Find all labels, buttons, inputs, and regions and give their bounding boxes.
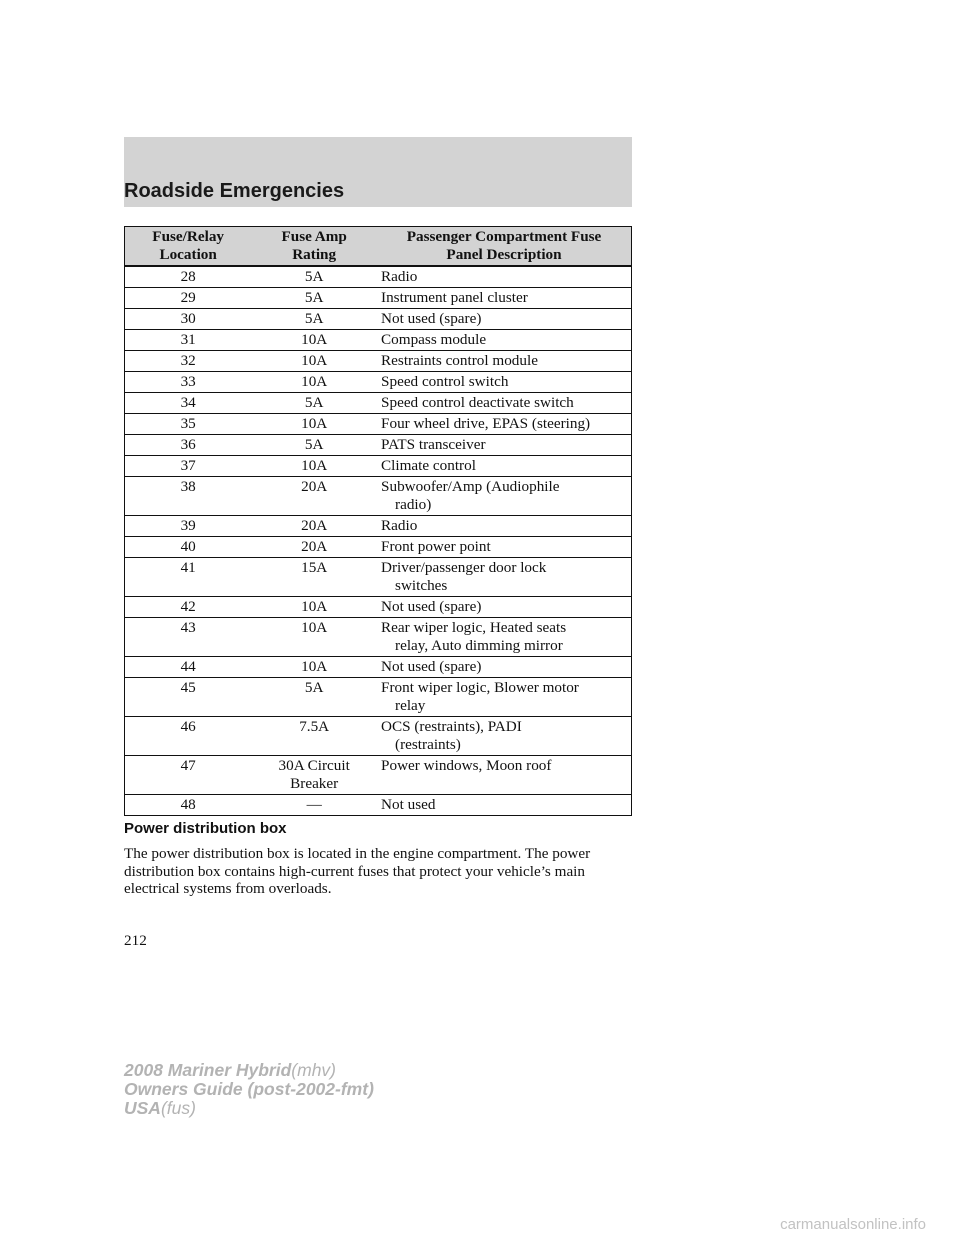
- table-row: [125, 597, 632, 618]
- table-row: [125, 756, 632, 795]
- table-row: [125, 435, 632, 456]
- fuse-description-line: Front wiper logic, Blower motor: [381, 679, 579, 696]
- fuse-description: [377, 657, 631, 678]
- fuse-location: 40: [125, 537, 252, 558]
- fuse-description: [377, 537, 631, 558]
- table-row: [125, 795, 632, 816]
- fuse-description-line: Radio: [381, 268, 418, 285]
- fuse-description: [377, 309, 631, 330]
- fuse-description-line: Instrument panel cluster: [381, 289, 528, 306]
- fuse-description: [377, 597, 631, 618]
- footer-market: USA: [124, 1098, 161, 1118]
- fuse-description-line: Driver/passenger door lock: [381, 559, 547, 576]
- column-header: [125, 227, 252, 267]
- fuse-location: 33: [125, 372, 252, 393]
- fuse-description-line: Power windows, Moon roof: [381, 757, 552, 774]
- fuse-description-line: PATS transceiver: [381, 436, 486, 453]
- fuse-description-line: relay: [395, 697, 426, 714]
- fuse-description-line: switches: [395, 577, 448, 594]
- fuse-description-line: Restraints control module: [381, 352, 538, 369]
- fuse-table: [124, 226, 632, 816]
- fuse-description: [377, 516, 631, 537]
- fuse-description-line: Radio: [381, 517, 418, 534]
- fuse-description-line: Climate control: [381, 457, 476, 474]
- fuse-description: [377, 351, 631, 372]
- fuse-table-header: [125, 227, 632, 267]
- fuse-amp-rating: 10A: [251, 618, 377, 657]
- fuse-location: 28: [125, 266, 252, 288]
- fuse-description: [377, 558, 631, 597]
- fuse-description-line: Not used (spare): [381, 310, 482, 327]
- column-header-line: Location: [159, 246, 217, 263]
- fuse-description: [377, 266, 631, 288]
- column-header-line: Fuse Amp: [281, 228, 347, 245]
- fuse-location: 46: [125, 717, 252, 756]
- table-row: [125, 393, 632, 414]
- column-header: [377, 227, 631, 267]
- fuse-description: [377, 372, 631, 393]
- fuse-description-line: relay, Auto dimming mirror: [395, 637, 563, 654]
- table-row: [125, 618, 632, 657]
- fuse-description: [377, 756, 631, 795]
- table-row: [125, 678, 632, 717]
- page-number: 212: [124, 932, 147, 949]
- table-row: [125, 330, 632, 351]
- fuse-description-line: Subwoofer/Amp (Audiophile: [381, 478, 560, 495]
- section-header-bar: [124, 137, 632, 207]
- fuse-location: 45: [125, 678, 252, 717]
- fuse-amp-rating: 7.5A: [251, 717, 377, 756]
- fuse-location: 35: [125, 414, 252, 435]
- document-footer: [124, 1061, 374, 1118]
- fuse-location: 34: [125, 393, 252, 414]
- fuse-location: 47: [125, 756, 252, 795]
- fuse-amp-rating: 20A: [251, 537, 377, 558]
- fuse-location: 43: [125, 618, 252, 657]
- fuse-amp-rating: 10A: [251, 597, 377, 618]
- footer-market-code: (fus): [160, 1098, 196, 1118]
- fuse-amp-rating: 10A: [251, 372, 377, 393]
- table-row: [125, 477, 632, 516]
- fuse-amp-rating: —: [251, 795, 377, 816]
- fuse-description-line: Four wheel drive, EPAS (steering): [381, 415, 591, 432]
- fuse-description: [377, 456, 631, 477]
- table-header-row: [125, 227, 632, 267]
- fuse-description-line: Not used: [381, 796, 436, 813]
- fuse-description: [377, 618, 631, 657]
- fuse-amp-rating: 5A: [251, 309, 377, 330]
- table-row: [125, 657, 632, 678]
- watermark-link[interactable]: carmanualsonline.info: [780, 1216, 926, 1233]
- fuse-amp-rating: 5A: [251, 266, 377, 288]
- fuse-table-body: [125, 266, 632, 816]
- fuse-description-line: OCS (restraints), PADI: [381, 718, 522, 735]
- fuse-description: [377, 393, 631, 414]
- fuse-description-line: Speed control deactivate switch: [381, 394, 574, 411]
- fuse-location: 44: [125, 657, 252, 678]
- fuse-description: [377, 795, 631, 816]
- table-row: [125, 351, 632, 372]
- footer-line-model: [124, 1061, 374, 1080]
- column-header-line: Passenger Compartment Fuse: [406, 228, 602, 245]
- table-row: [125, 456, 632, 477]
- column-header-line: Fuse/Relay: [152, 228, 225, 245]
- footer-line-guide: [124, 1080, 374, 1099]
- fuse-description-line: Front power point: [381, 538, 491, 555]
- column-header-line: Rating: [292, 246, 337, 263]
- table-row: [125, 516, 632, 537]
- table-row: [125, 309, 632, 330]
- fuse-amp-rating: 20A: [251, 516, 377, 537]
- footer-guide: Owners Guide (post-2002-fmt): [124, 1079, 374, 1099]
- fuse-description: [377, 477, 631, 516]
- fuse-description-line: Speed control switch: [381, 373, 509, 390]
- fuse-description: [377, 414, 631, 435]
- fuse-location: 30: [125, 309, 252, 330]
- fuse-amp-rating: 5A: [251, 393, 377, 414]
- fuse-location: 39: [125, 516, 252, 537]
- fuse-amp-rating: 20A: [251, 477, 377, 516]
- fuse-location: 37: [125, 456, 252, 477]
- fuse-amp-rating: 10A: [251, 657, 377, 678]
- fuse-amp-rating: 5A: [251, 678, 377, 717]
- table-row: [125, 414, 632, 435]
- table-row: [125, 717, 632, 756]
- column-header: [251, 227, 377, 267]
- fuse-location: 42: [125, 597, 252, 618]
- footer-line-market: [124, 1099, 374, 1118]
- fuse-amp-rating: 15A: [251, 558, 377, 597]
- fuse-description-line: Rear wiper logic, Heated seats: [381, 619, 567, 636]
- table-row: [125, 288, 632, 309]
- section-heading: Power distribution box: [124, 820, 287, 837]
- fuse-amp-rating: 5A: [251, 288, 377, 309]
- fuse-location: 29: [125, 288, 252, 309]
- fuse-description: [377, 717, 631, 756]
- table-row: [125, 537, 632, 558]
- fuse-description-line: Not used (spare): [381, 598, 482, 615]
- fuse-description: [377, 288, 631, 309]
- fuse-location: 36: [125, 435, 252, 456]
- fuse-amp-rating: 10A: [251, 456, 377, 477]
- fuse-description-line: Not used (spare): [381, 658, 482, 675]
- fuse-amp-rating: 30A Circuit Breaker: [251, 756, 377, 795]
- fuse-amp-rating: 10A: [251, 330, 377, 351]
- fuse-description: [377, 678, 631, 717]
- fuse-amp-rating: 10A: [251, 351, 377, 372]
- fuse-description-line: (restraints): [395, 736, 461, 753]
- footer-model-code: (mhv): [291, 1060, 337, 1080]
- section-title: Roadside Emergencies: [124, 180, 345, 202]
- fuse-location: 31: [125, 330, 252, 351]
- fuse-description: [377, 330, 631, 351]
- fuse-location: 48: [125, 795, 252, 816]
- fuse-location: 38: [125, 477, 252, 516]
- fuse-description-line: Compass module: [381, 331, 487, 348]
- fuse-location: 41: [125, 558, 252, 597]
- footer-model: 2008 Mariner Hybrid: [124, 1060, 292, 1080]
- body-paragraph: The power distribution box is located in the engine compartment. The power distribution box contains high-current fuses that protect your vehicle’s main electrical systems from overloads.: [124, 845, 591, 897]
- fuse-description: [377, 435, 631, 456]
- fuse-amp-rating: 5A: [251, 435, 377, 456]
- fuse-description-line: radio): [395, 496, 432, 513]
- table-row: [125, 266, 632, 288]
- fuse-amp-rating: 10A: [251, 414, 377, 435]
- table-row: [125, 372, 632, 393]
- table-row: [125, 558, 632, 597]
- fuse-location: 32: [125, 351, 252, 372]
- column-header-line: Panel Description: [446, 246, 562, 263]
